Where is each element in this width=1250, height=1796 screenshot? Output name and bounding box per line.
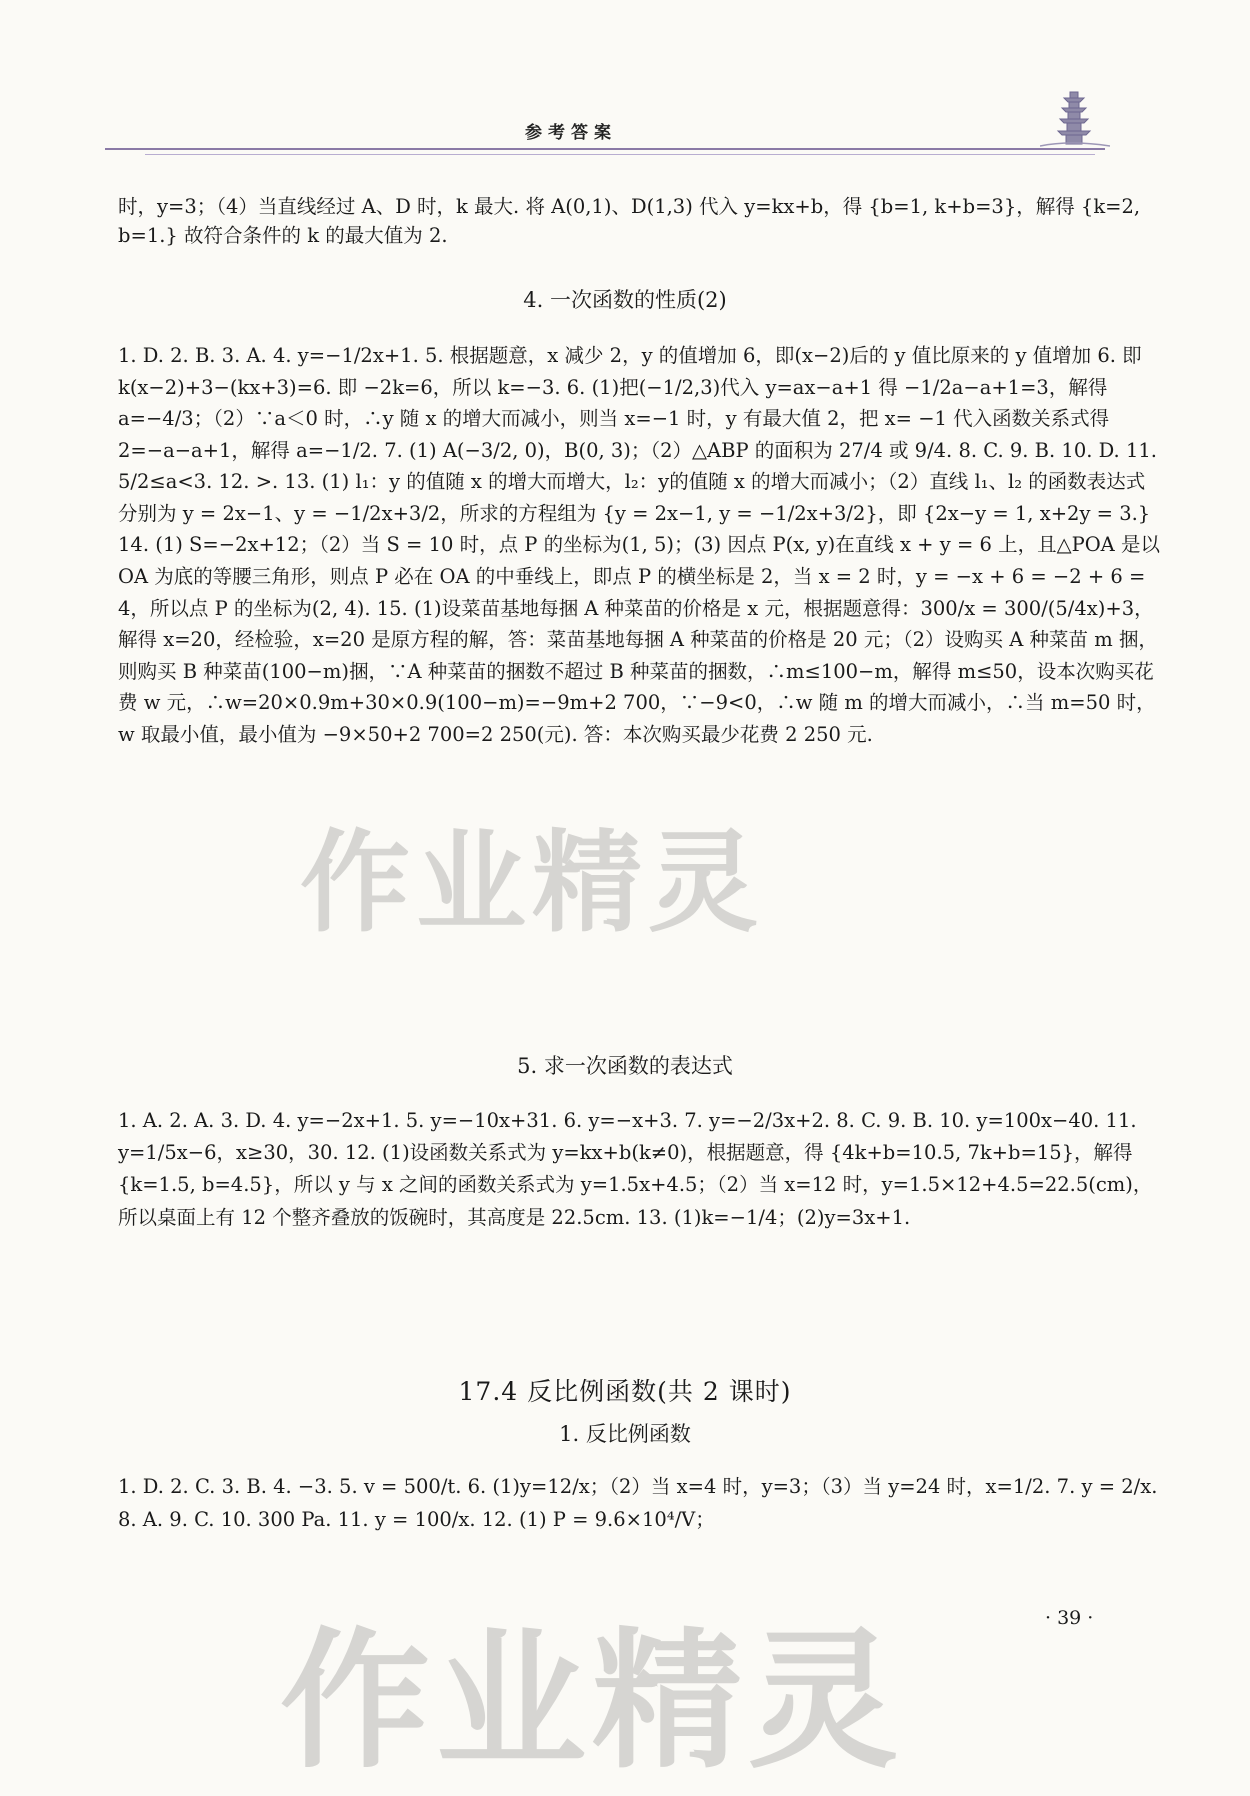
watermark-middle: 作业精灵 bbox=[300, 819, 764, 947]
page-header bbox=[105, 70, 1155, 160]
section-title-5: 5. 求一次函数的表达式 bbox=[517, 1054, 733, 1078]
answers-inverse: 1. D. 2. C. 3. B. 4. −3. 5. v = 500/t. 6. (1)y=12/x；（2）当 x=4 时，y=3；（3）当 y=24 时，x=1/2. 7. y = 2/x. 8. A. 9. C. 10. 300 Pa. 11. y = 100/x. 12. (1) P = 9.6×10⁴/V； bbox=[118, 1475, 1158, 1532]
answers-section-5: 1. A. 2. A. 3. D. 4. y=−2x+1. 5. y=−10x+31. 6. y=−x+3. 7. y=−2/3x+2. 8. C. 9. B. 10. y=100x−40. 11. y=1/5x−6，x≥30，30. 12. (1)设函数关系式为 y=kx+b(k≠0)，根据题意，得 {4k+b=10.5, 7k+b=15}，解得 {k=1.5, b=4.5}，所以 y 与 x 之间的函数关系式为 y=1.5x+4.5；（2）当 x=12 时，y=1.5×12+4.5=22.5(cm)，所以桌面上有 12 个整齐叠放的饭碗时，其高度是 22.5cm. 13. (1)k=−1/4；(2)y=3x+1. bbox=[118, 1109, 1153, 1229]
answers-section-4: 1. D. 2. B. 3. A. 4. y=−1/2x+1. 5. 根据题意，x 减少 2，y 的值增加 6，即(x−2)后的 y 值比原来的 y 值增加 6. 即 k(x−2)+3−(kx+3)=6. 即 −2k=6，所以 k=−3. 6. (1)把(−1/2,3)代入 y=ax−a+1 得 −1/2a−a+1=3，解得 a=−4/3；（2）∵a＜0 时，∴y 随 x 的增大而减小，则当 x=−1 时，y 有最大值 2，把 x= −1 代入函数关系式得 2=−a−a+1，解得 a=−1/2. 7. (1) A(−3/2, 0)，B(0, 3)；（2）△ABP 的面积为 27/4 或 9/4. 8. C. 9. B. 10. D. 11. 5/2≤a<3. 12. >. 13. (1) l₁：y 的值随 x 的增大而增大，l₂：y的值随 x 的增大而减小；（2）直线 l₁、l₂ 的函数表达式分别为 y = 2x−1、y = −1/2x+3/2，所求的方程组为 {y = 2x−1, y = −1/2x+3/2}，即 {2x−y = 1, x+2y = 3.} 14. (1) S=−2x+12；（2）当 S = 10 时，点 P 的坐标为(1, 5)；(3) 因点 P(x, y)在直线 x + y = 6 上，且△POA 是以 OA 为底的等腰三角形，则点 P 必在 OA 的中垂线上，即点 P 的横坐标是 2，当 x = 2 时，y = −x + 6 = −2 + 6 = 4，所以点 P 的坐标为(2, 4). 15. (1)设菜苗基地每捆 A 种菜苗的价格是 x 元，根据题意得：300/x = 300/(5/4x)+3，解得 x=20，经检验，x=20 是原方程的解，答：菜苗基地每捆 A 种菜苗的价格是 20 元；（2）设购买 A 种菜苗 m 捆，则购买 B 种菜苗(100−m)捆，∵A 种菜苗的捆数不超过 B 种菜苗的捆数，∴m≤100−m，解得 m≤50，设本次购买花费 w 元，∴w=20×0.9m+30×0.9(100−m)=−9m+2 700，∵−9<0，∴w 随 m 的增大而减小，∴当 m=50 时，w 取最小值，最小值为 −9×50+2 700=2 250(元). 答：本次购买最少花费 2 250 元. bbox=[118, 344, 1160, 746]
answer-block-continued: 时，y=3；（4）当直线经过 A、D 时，k 最大. 将 A(0,1)、D(1,3) 代入 y=kx+b，得 {b=1, k+b=3}，解得 {k=2, b=1.} 故符合条件的 k 的最大值为 2. bbox=[118, 195, 1141, 248]
page-number: · 39 · bbox=[1045, 1607, 1094, 1629]
section-title-inverse: 1. 反比例函数 bbox=[559, 1422, 691, 1446]
header-title: 参考答案 bbox=[525, 123, 617, 143]
section-title-4: 4. 一次函数的性质(2) bbox=[523, 288, 727, 312]
pagoda-icon bbox=[1040, 88, 1110, 148]
watermark-bottom: 作业精灵 bbox=[280, 1615, 905, 1789]
header-rule-thin bbox=[145, 154, 1095, 155]
chapter-title: 17.4 反比例函数(共 2 课时) bbox=[458, 1377, 792, 1406]
header-rule bbox=[105, 148, 1105, 150]
